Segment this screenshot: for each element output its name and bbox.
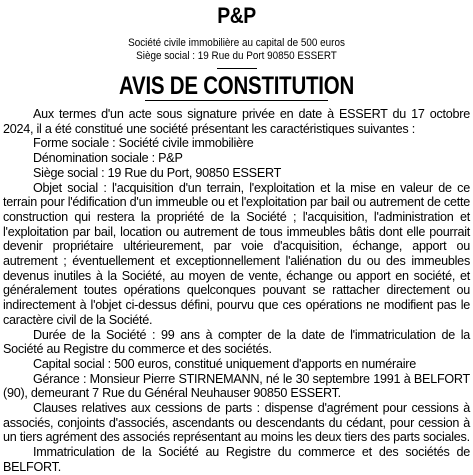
company-name: P&P [217, 3, 256, 28]
company-name-line: Dénomination sociale : P&P [33, 151, 183, 166]
share-capital-line: Capital social : 500 euros, constitué uniquement d'apports en numéraire [33, 356, 416, 371]
company-capital-line: Société civile immobilière au capital de 500 euros [128, 37, 345, 49]
duration-paragraph: Durée de la Société : 99 ans à compter de la date de l'immatriculation de la Société au Registre du commerce et des sociétés. [3, 327, 470, 357]
share-transfer-paragraph: Clauses relatives aux cessions de parts : dispense d'agrément pour cessions à associés, conjoints d'associés, ascendants ou descendants du cédant, pour cession à un tiers agrément des associés représentant au moins les deux tiers des parts sociales. [3, 401, 470, 445]
head-office-line: Siège social : 19 Rue du Port, 90850 ESSERT [33, 165, 282, 180]
management-paragraph: Gérance : Monsieur Pierre STIRNEMANN, né le 30 septembre 1991 à BELFORT (90), demeurant 7 Rue du Général Neuhauser 90850 ESSERT. [3, 371, 470, 401]
registered-office-line: Siège social : 19 Rue du Port 90850 ESSERT [136, 50, 337, 62]
notice-title: AVIS DE CONSTITUTION [118, 72, 355, 100]
notice-body [3, 107, 470, 475]
corporate-purpose-paragraph: Objet social : l'acquisition d'un terrain, l'exploitation et la mise en valeur de ce terrain pour l'édification d'un immeuble ou et l'exploitation par bail ou autrement de cette construction qui restera la propriété de la Société ; l'acquisition, l'administration et l'exploitation par bail, location ou autrement de tous immeubles bâtis dont elle pourrait devenir propriétaire ultérieurement, par voie d'acquisition, échange, apport ou autrement ; éventuellement et exceptionnellement l'aliénation du ou des immeubles devenus inutiles à la Société, au moyen de vente, échange ou apport en société, et généralement toutes opérations quelconques pouvant se rattacher directement ou indirectement à l'objet ci-dessus défini, pourvu que ces opérations ne modifient pas le caractère civil de la Société. [3, 180, 470, 327]
registration-paragraph: Immatriculation de la Société au Registre du commerce et des sociétés de BELFORT. [3, 445, 470, 474]
title-underline [145, 100, 328, 101]
legal-form-line: Forme sociale : Société civile immobilière [33, 136, 254, 151]
intro-paragraph: Aux termes d'un acte sous signature privée en date à ESSERT du 17 octobre 2024, il a été constitué une société présentant les caractéristiques suivantes : [3, 107, 470, 136]
short-divider [217, 68, 257, 69]
